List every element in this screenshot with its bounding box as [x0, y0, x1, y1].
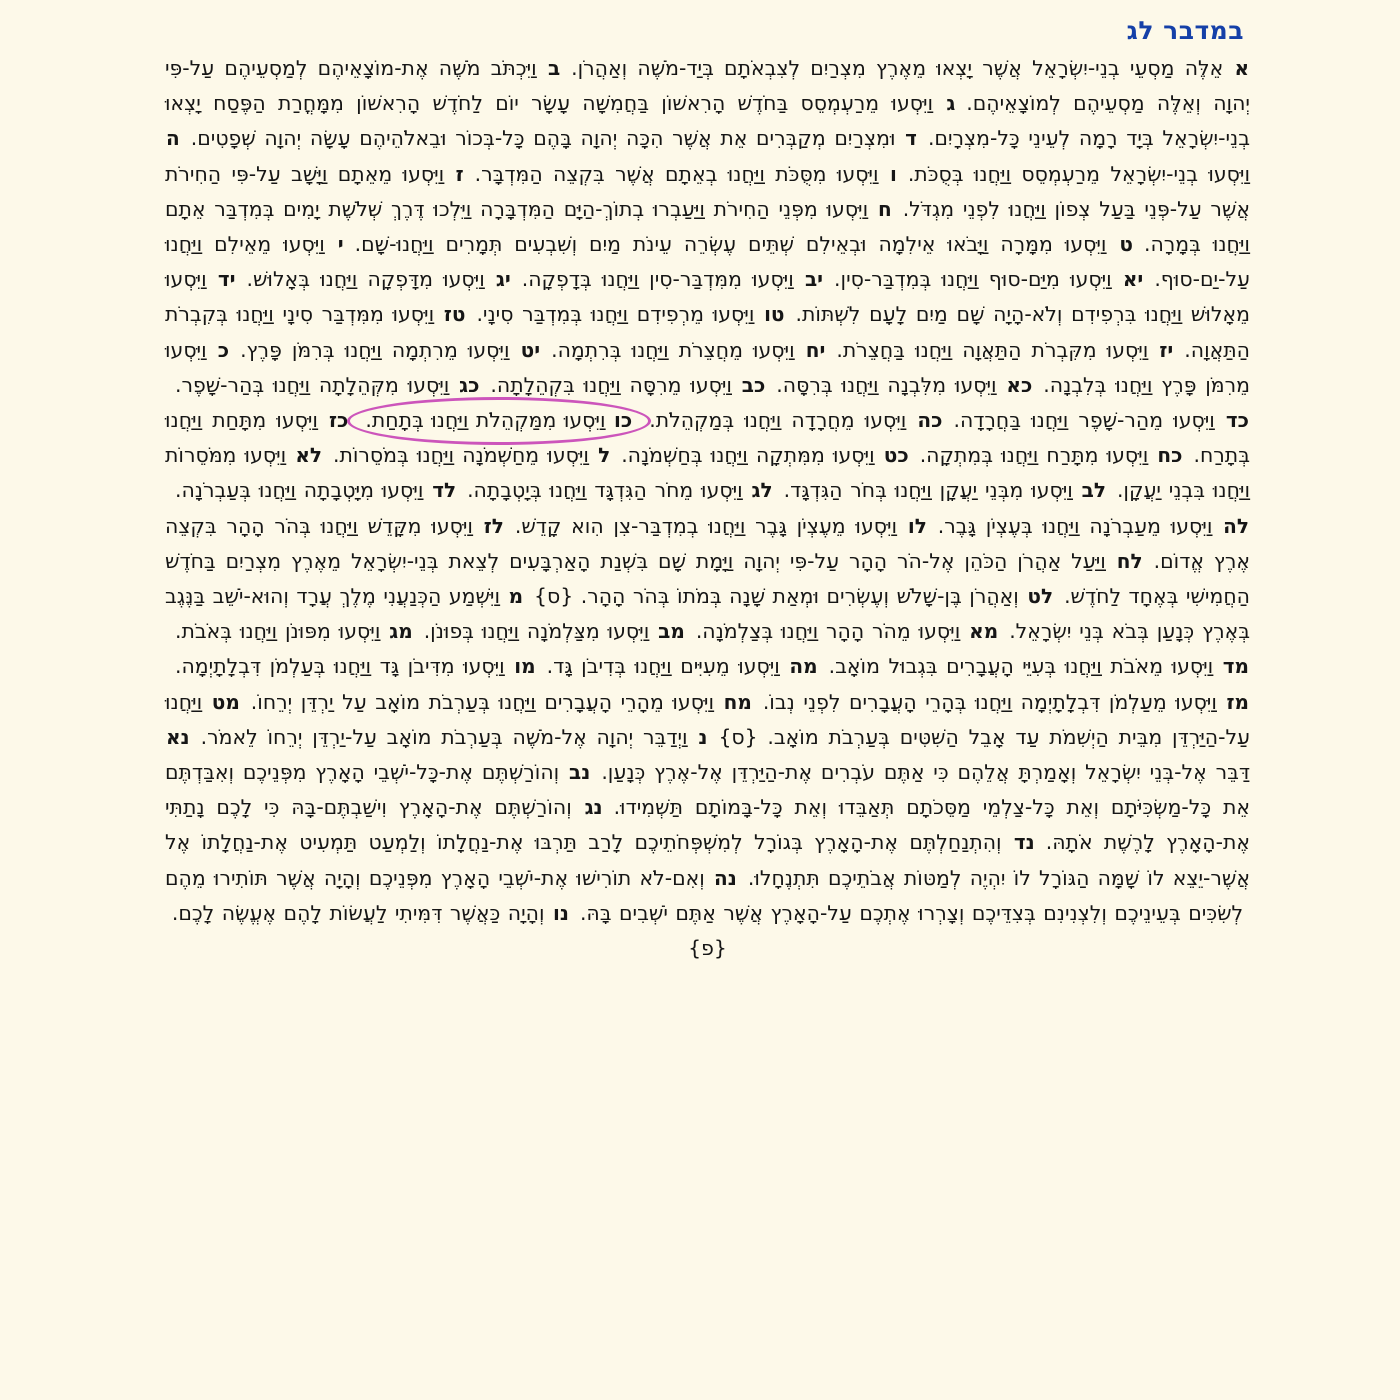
verse-number: ד [905, 126, 917, 151]
verse-number: ג [946, 91, 956, 116]
verse-text: וַיִּסְעוּ מִלִּבְנָה וַיַּחֲנוּ בְּרִסָּה. [776, 372, 997, 397]
verse-text: וַיִּכְתֹּב מֹשֶׁה אֶת-מוֹצָאֵיהֶם לְמַסְעֵיהֶם עַל-פִּי יְהוָה וְאֵלֶּה מַסְעֵיהֶם לְמוֹצָאֵיהֶם. [165, 56, 1250, 116]
verse-text: וַיִּסְעוּ מִקִּבְרֹת הַתַּאֲוָה וַיַּחֲנוּ בַּחֲצֵרֹת. [836, 337, 1149, 362]
verse-30 [333, 443, 611, 467]
verse-number: טו [764, 302, 785, 327]
verse-32 [784, 478, 1107, 502]
verse-number: לו [907, 513, 927, 538]
verse-text: וַיִּסְעוּ מִמִּדְבַּר-סִין וַיַּחֲנוּ בְּדָפְקָה. [521, 267, 794, 292]
verse-number: י [337, 232, 344, 257]
verse-text: וַיִּסְעוּ מֵחֲצֵרֹת וַיַּחֲנוּ בְּרִתְמָה. [551, 337, 795, 362]
verse-number: נד [1013, 830, 1035, 855]
verse-41 [696, 619, 999, 643]
closing-mark: {פ} [688, 936, 727, 961]
verse-number: מב [658, 619, 685, 644]
verse-text: וַיִּסְעוּ מִדָּפְקָה וַיַּחֲנוּ בְּאָלוּשׁ. [246, 267, 485, 292]
verse-number: מא [969, 619, 999, 644]
verse-number: לא [295, 443, 322, 468]
verse-number: כח [1157, 443, 1183, 468]
verse-number: מה [789, 654, 818, 679]
verse-number: יט [520, 337, 541, 362]
verse-text: וַיִּסְעוּ מֵעִיִּים וַיַּחֲנוּ בְּדִיבֹן גָּד. [546, 654, 780, 679]
verse-number: כ [217, 337, 230, 362]
verse-text: וַיִּסְעוּ מֵאֵילִם וַיַּחֲנוּ עַל-יַם-סוּף. [165, 232, 1250, 292]
verse-text: וַיִּסְעוּ מֵרִסָּה וַיַּחֲנוּ בִּקְהֵלָתָה. [490, 372, 732, 397]
verse-text: וַיִּסְעוּ מֵהַר-שָׁפֶר וַיַּחֲנוּ בַּחֲרָדָה. [953, 408, 1215, 433]
verse-number: נב [569, 760, 591, 785]
verse-number: יז [1159, 337, 1174, 362]
verse-12 [522, 267, 824, 291]
verse-29 [621, 443, 910, 467]
verse-1 [571, 56, 1250, 80]
verse-text: וַיְדַבֵּר יְהוָה אֶל-מֹשֶׁה בְּעַרְבֹת מוֹאָב עַל-יַרְדֵּן יְרֵחוֹ לֵאמֹר. [200, 724, 688, 749]
verse-text: וַיִּסְעוּ מִמֹּסֵרוֹת וַיַּחֲנוּ בִּבְנֵי יַעֲקָן. [165, 443, 1251, 503]
verse-42 [424, 619, 686, 643]
verse-number: יב [804, 267, 824, 292]
verse-number: לד [432, 478, 457, 503]
verse-number: לט [1027, 584, 1054, 609]
verse-number: כו [614, 408, 633, 433]
verse-19 [240, 338, 541, 362]
verse-text: וַיִּשְׁמַע הַכְּנַעֲנִי מֶלֶךְ עֲרָד וְהוּא-יֹשֵׁב בַּנֶּגֶב בְּאֶרֶץ כְּנָעַן בְּבֹא בְּנֵי יִשְׂרָאֵל. [165, 584, 1251, 644]
verse-text: וְהָיָה כַּאֲשֶׁר דִּמִּיתִי לַעֲשׂוֹת לָהֶם אֶעֱשֶׂה לָכֶם. [171, 900, 545, 925]
verse-text: וַיִּסְעוּ מֵעַבְרֹנָה וַיַּחֲנוּ בְּעֶצְיֹן גָּבֶר. [937, 513, 1213, 538]
scripture-body [165, 51, 1250, 931]
verse-number: יא [1122, 267, 1144, 292]
verse-35 [938, 514, 1250, 538]
verse-text: וּמִצְרַיִם מְקַבְּרִים אֵת אֲשֶׁר הִכָּה יְהוָה בָּהֶם כָּל-בְּכוֹר וּבֵאלֹהֵיהֶם עָשָׂה יְהוָה שְׁפָטִים. [190, 126, 896, 151]
verse-36 [515, 514, 928, 538]
verse-text: וַיִּסְעוּ מִפּוּנֹן וַיַּחֲנוּ בְּאֹבֹת. [175, 619, 381, 644]
verse-43 [175, 619, 414, 643]
verse-number: מג [389, 619, 413, 644]
verse-number: ט [1119, 232, 1133, 257]
verse-number: מו [514, 654, 536, 679]
verse-13 [246, 267, 511, 291]
verse-text: וַיִּסְעוּ מִמָּרָה וַיָּבֹאוּ אֵילִמָה וּבְאֵילִם שְׁתֵּים עֶשְׂרֵה עֵינֹת מַיִם וְשִׁבְעִים תְּמָרִים וַיַּחֲנוּ-שָׁם. [354, 232, 1107, 257]
verse-number: יד [217, 267, 236, 292]
verse-text: וַיִּסְעוּ מֵאֵתָם וַיָּשָׁב עַל-פִּי הַחִירֹת אֲשֶׁר עַל-פְּנֵי בַּעַל צְפוֹן וַיַּחֲנוּ לִפְנֵי מִגְדֹּל. [165, 161, 1251, 221]
verse-24 [953, 408, 1250, 432]
verse-15 [476, 302, 785, 326]
verse-text: וַיִּסְעוּ מִקְּהֵלָתָה וַיַּחֲנוּ בְּהַר-שָׁפֶר. [175, 372, 450, 397]
verse-text: וְהוֹרַשְׁתֶּם אֶת-כָּל-יֹשְׁבֵי הָאָרֶץ מִפְּנֵיכֶם וְאִבַּדְתֶּם אֵת כָּל-מַשְׂכִּיֹּתָם וְאֵת כָּל-צַלְמֵי מַסֵּכֹתָם תְּאַבֵּדוּ וְאֵת כָּל-בָּמוֹתָם תַּשְׁמִידוּ. [165, 760, 1250, 820]
verse-number: מד [1222, 654, 1249, 679]
verse-text: וַיַּחֲנוּ עַל-הַיַּרְדֵּן מִבֵּית הַיְשִׁמֹת עַד אָבֵל הַשִּׁטִּים בְּעַרְבֹת מוֹאָב. {ס} [165, 689, 1251, 749]
verse-text: וַיִּסְעוּ מִתָּחַת וַיַּחֲנוּ בְּתָרַח. [165, 408, 1250, 468]
verse-33 [467, 478, 774, 502]
verse-number: ו [889, 161, 897, 186]
verse-text: וַיִּסְעוּ מֵרַעְמְסֵס בַּחֹדֶשׁ הָרִאשׁוֹן בַּחֲמִשָּׁה עָשָׂר יוֹם לַחֹדֶשׁ הָרִאשׁוֹן מִמָּחֳרַת הַפֶּסַח יָצְאוּ בְנֵי-יִשְׂרָאֵל בְּיָד רָמָה לְעֵינֵי כָּל-מִצְרָיִם. [165, 91, 1250, 151]
verse-number: מ [508, 584, 524, 609]
verse-number: יח [805, 337, 826, 362]
verse-50 [201, 725, 709, 749]
verse-28 [920, 443, 1184, 467]
verse-number: כה [917, 408, 943, 433]
verse-text: וַיִּסְעוּ מֵרְפִידִם וַיַּחֲנוּ בְּמִדְבַּר סִינָי. [476, 302, 755, 327]
verse-46 [175, 654, 537, 678]
verse-text: דַּבֵּר אֶל-בְּנֵי יִשְׂרָאֵל וְאָמַרְתָּ אֲלֵהֶם כִּי אַתֶּם עֹבְרִים אֶת-הַיַּרְדֵּן אֶל-אֶרֶץ כְּנָעַן. [601, 760, 1251, 785]
verse-text: וַיִּסְעוּ מִיָּטְבָתָה וַיַּחֲנוּ בְּעַבְרֹנָה. [175, 478, 424, 503]
verse-text: וַיִּסְעוּ מִבְּנֵי יַעֲקָן וַיַּחֲנוּ בְּחֹר הַגִּדְגָּד. [783, 478, 1073, 503]
verse-number: לה [1223, 513, 1250, 538]
verse-48 [251, 690, 753, 714]
verse-number: נו [553, 900, 569, 925]
verse-number: ח [877, 196, 892, 221]
verse-number: מח [723, 689, 752, 714]
verse-18 [551, 338, 826, 362]
verse-text: וַיִּסְעוּ מִיַּם-סוּף וַיַּחֲנוּ בְּמִדְבַּר-סִין. [834, 267, 1112, 292]
verse-number: כז [329, 408, 349, 433]
verse-number: טז [443, 302, 466, 327]
verse-number: נג [584, 795, 603, 820]
verse-text: וַיִּסְעוּ מֵהֹר הָהָר וַיַּחֲנוּ בְּצַלְמֹנָה. [695, 619, 961, 644]
verse-text: וַיִּסְעוּ מֵאֹבֹת וַיַּחֲנוּ בְּעִיֵּי הָעֲבָרִים בִּגְבוּל מוֹאָב. [828, 654, 1214, 679]
verse-text: וַיִּסְעוּ מֵאָלוּשׁ וַיַּחֲנוּ בִּרְפִידִם וְלֹא-הָיָה שָׁם מַיִם לָעָם לִשְׁתּוֹת. [165, 267, 1250, 327]
verse-39 [534, 584, 1054, 608]
verse-text: וַיִּסְעוּ מִתָּרַח וַיַּחֲנוּ בְּמִתְקָה. [919, 443, 1149, 468]
verse-text: וַיִּסְעוּ מִסֻּכֹּת וַיַּחֲנוּ בְאֵתָם אֲשֶׁר בִּקְצֵה הַמִּדְבָּר. [474, 161, 879, 186]
verse-text: וַיִּסְעוּ מִצַּלְמֹנָה וַיַּחֲנוּ בְּפוּנֹן. [423, 619, 650, 644]
highlighted-verse-26 [359, 403, 639, 438]
verse-number: כד [1225, 408, 1249, 433]
verse-text: וַיִּסְעוּ מִמַּקְהֵלֹת וַיַּחֲנוּ בְּתָחַת. [365, 408, 606, 433]
verse-text: וְהִתְנַחַלְתֶּם אֶת-הָאָרֶץ בְּגוֹרָל לְמִשְׁפְּחֹתֵיכֶם לָרַב תַּרְבּוּ אֶת-נַחֲלָתוֹ וְלַמְעַט תַּמְעִיט אֶת-נַחֲלָתוֹ אֶל אֲשֶׁר-יֵצֵא לוֹ שָׁמָּה הַגּוֹרָל לוֹ יִהְיֶה לְמַטּוֹת אֲבֹתֵיכֶם תִּתְנֶחָלוּ. [165, 830, 1250, 890]
verse-56 [172, 901, 570, 925]
verse-text: וַיִּסְעוּ מֵרִתְמָה וַיַּחֲנוּ בְּרִמֹּן פָּרֶץ. [240, 337, 510, 362]
verse-number: ל [598, 443, 611, 468]
verse-number: ז [455, 161, 464, 186]
verse-text: וַיִּסְעוּ מִמִּתְקָה וַיַּחֲנוּ בְּחַשְׁמֹנָה. [621, 443, 875, 468]
verse-number: יג [495, 267, 511, 292]
verse-number: כא [1006, 372, 1033, 397]
verse-25 [649, 408, 943, 432]
verse-text: וַיִּסְעוּ מֵחֹר הַגִּדְגָּד וַיַּחֲנוּ בְּיָטְבָתָה. [467, 478, 743, 503]
verse-number: ב [547, 56, 561, 80]
verse-text: וְאִם-לֹא תוֹרִישׁוּ אֶת-יֹשְׁבֵי הָאָרֶץ מִפְּנֵיכֶם וְהָיָה אֲשֶׁר תּוֹתִירוּ מֵהֶם לְשִׂכִּים בְּעֵינֵיכֶם וְלִצְנִינִם בְּצִדֵּיכֶם וְצָרְרוּ אֶתְכֶם עַל-הָאָרֶץ אֲשֶׁר אַתֶּם יֹשְׁבִים בָּהּ. [165, 865, 1244, 925]
verse-text: וְהוֹרַשְׁתֶּם אֶת-הָאָרֶץ וִישַׁבְתֶּם-בָּהּ כִּי לָכֶם נָתַתִּי אֶת-הָאָרֶץ לָרֶשֶׁת אֹתָהּ. [165, 795, 1250, 855]
verse-text: וַיִּסְעוּ מֵחֲרָדָה וַיַּחֲנוּ בְּמַקְהֵלֹת. [649, 408, 907, 433]
verse-number: כט [883, 443, 909, 468]
verse-4 [191, 126, 918, 150]
verse-number: א [1234, 56, 1250, 80]
verse-47 [763, 690, 1250, 714]
verse-9 [355, 232, 1134, 256]
verse-44 [829, 654, 1250, 678]
verse-number: כב [741, 372, 766, 397]
verse-number: מט [211, 689, 240, 714]
verse-text: וַיִּסְעוּ מֵעַלְמֹן דִּבְלָתָיְמָה וַיַּחֲנוּ בְּהָרֵי הָעֲבָרִים לִפְנֵי נְבוֹ. [762, 689, 1217, 714]
verse-text: וְאַהֲרֹן בֶּן-שָׁלֹשׁ וְעֶשְׂרִים וּמְאַת שָׁנָה בְּמֹתוֹ בְּהֹר הָהָר. {ס} [534, 584, 1019, 609]
verse-number: לח [1116, 548, 1143, 573]
verse-22 [490, 373, 766, 397]
verse-21 [776, 373, 1033, 397]
verse-number: לג [751, 478, 773, 503]
verse-text: וַיַּעַל אַהֲרֹן הַכֹּהֵן אֶל-הֹר הָהָר עַל-פִּי יְהוָה וַיָּמָת שָׁם בִּשְׁנַת הָאַרְבָּעִים לְצֵאת בְּנֵי-יִשְׂרָאֵל מֵאֶרֶץ מִצְרַיִם בַּחֹדֶשׁ הַחֲמִישִׁי בְּאֶחָד לַחֹדֶשׁ. [165, 548, 1250, 609]
verse-number: נ [698, 724, 708, 749]
verse-number: לז [483, 513, 504, 538]
verse-text: וַיִּסְעוּ מֵרִמֹּן פָּרֶץ וַיַּחֲנוּ בְּלִבְנָה. [165, 337, 1251, 397]
verse-text: וַיִּסְעוּ מֵהָרֵי הָעֲבָרִים וַיַּחֲנוּ בְּעַרְבֹת מוֹאָב עַל יַרְדֵּן יְרֵחוֹ. [250, 689, 715, 714]
verse-number: מז [1226, 689, 1249, 714]
verse-6 [475, 162, 898, 186]
page-title: במדבר לג [1126, 16, 1244, 45]
verse-text: וַיִּסְעוּ מִדִּיבֹן גָּד וַיַּחֲנוּ בְּעַלְמֹן דִּבְלָתָיְמָה. [175, 654, 505, 679]
verse-11 [834, 267, 1144, 291]
verse-17 [836, 338, 1174, 362]
verse-34 [175, 478, 457, 502]
verse-23 [175, 373, 480, 397]
verse-number: לב [1081, 478, 1106, 503]
verse-number: נה [714, 865, 737, 890]
verse-text: וַיִּסְעוּ מֵחַשְׁמֹנָה וַיַּחֲנוּ בְּמֹסֵרוֹת. [332, 443, 589, 468]
verse-text: וַיִּסְעוּ מִקָּדֵשׁ וַיַּחֲנוּ בְּהֹר הָהָר בִּקְצֵה אֶרֶץ אֱדוֹם. [165, 513, 1251, 573]
verse-text: וַיִּסְעוּ מִמִּדְבַּר סִינָי וַיַּחֲנוּ בְּקִבְרֹת הַתַּאֲוָה. [165, 302, 1251, 362]
verse-number: נא [166, 724, 190, 749]
verse-text: וַיִּסְעוּ מֵעֶצְיֹן גָּבֶר וַיַּחֲנוּ בְמִדְבַּר-צִן הִוא קָדֵשׁ. [514, 513, 898, 538]
verse-number: ה [166, 126, 180, 151]
verse-45 [547, 654, 819, 678]
verse-text: וַיִּסְעוּ מִפְּנֵי הַחִירֹת וַיַּעַבְרוּ בְתוֹךְ-הַיָּם הַמִּדְבָּרָה וַיֵּלְכוּ דֶּרֶךְ שְׁלֹשֶׁת יָמִים בְּמִדְבַּר אֵתָם וַיַּחֲנוּ בְּמָרָה. [165, 196, 1250, 257]
verse-text: וַיִּסְעוּ בְנֵי-יִשְׂרָאֵל מֵרַעְמְסֵס וַיַּחֲנוּ בְּסֻכֹּת. [907, 161, 1251, 186]
verse-number: כג [459, 372, 480, 397]
verse-text: אֵלֶּה מַסְעֵי בְנֵי-יִשְׂרָאֵל אֲשֶׁר יָצְאוּ מֵאֶרֶץ מִצְרַיִם לְצִבְאֹתָם בְּיַד-מֹשֶׁה וְאַהֲרֹן. [571, 56, 1224, 80]
